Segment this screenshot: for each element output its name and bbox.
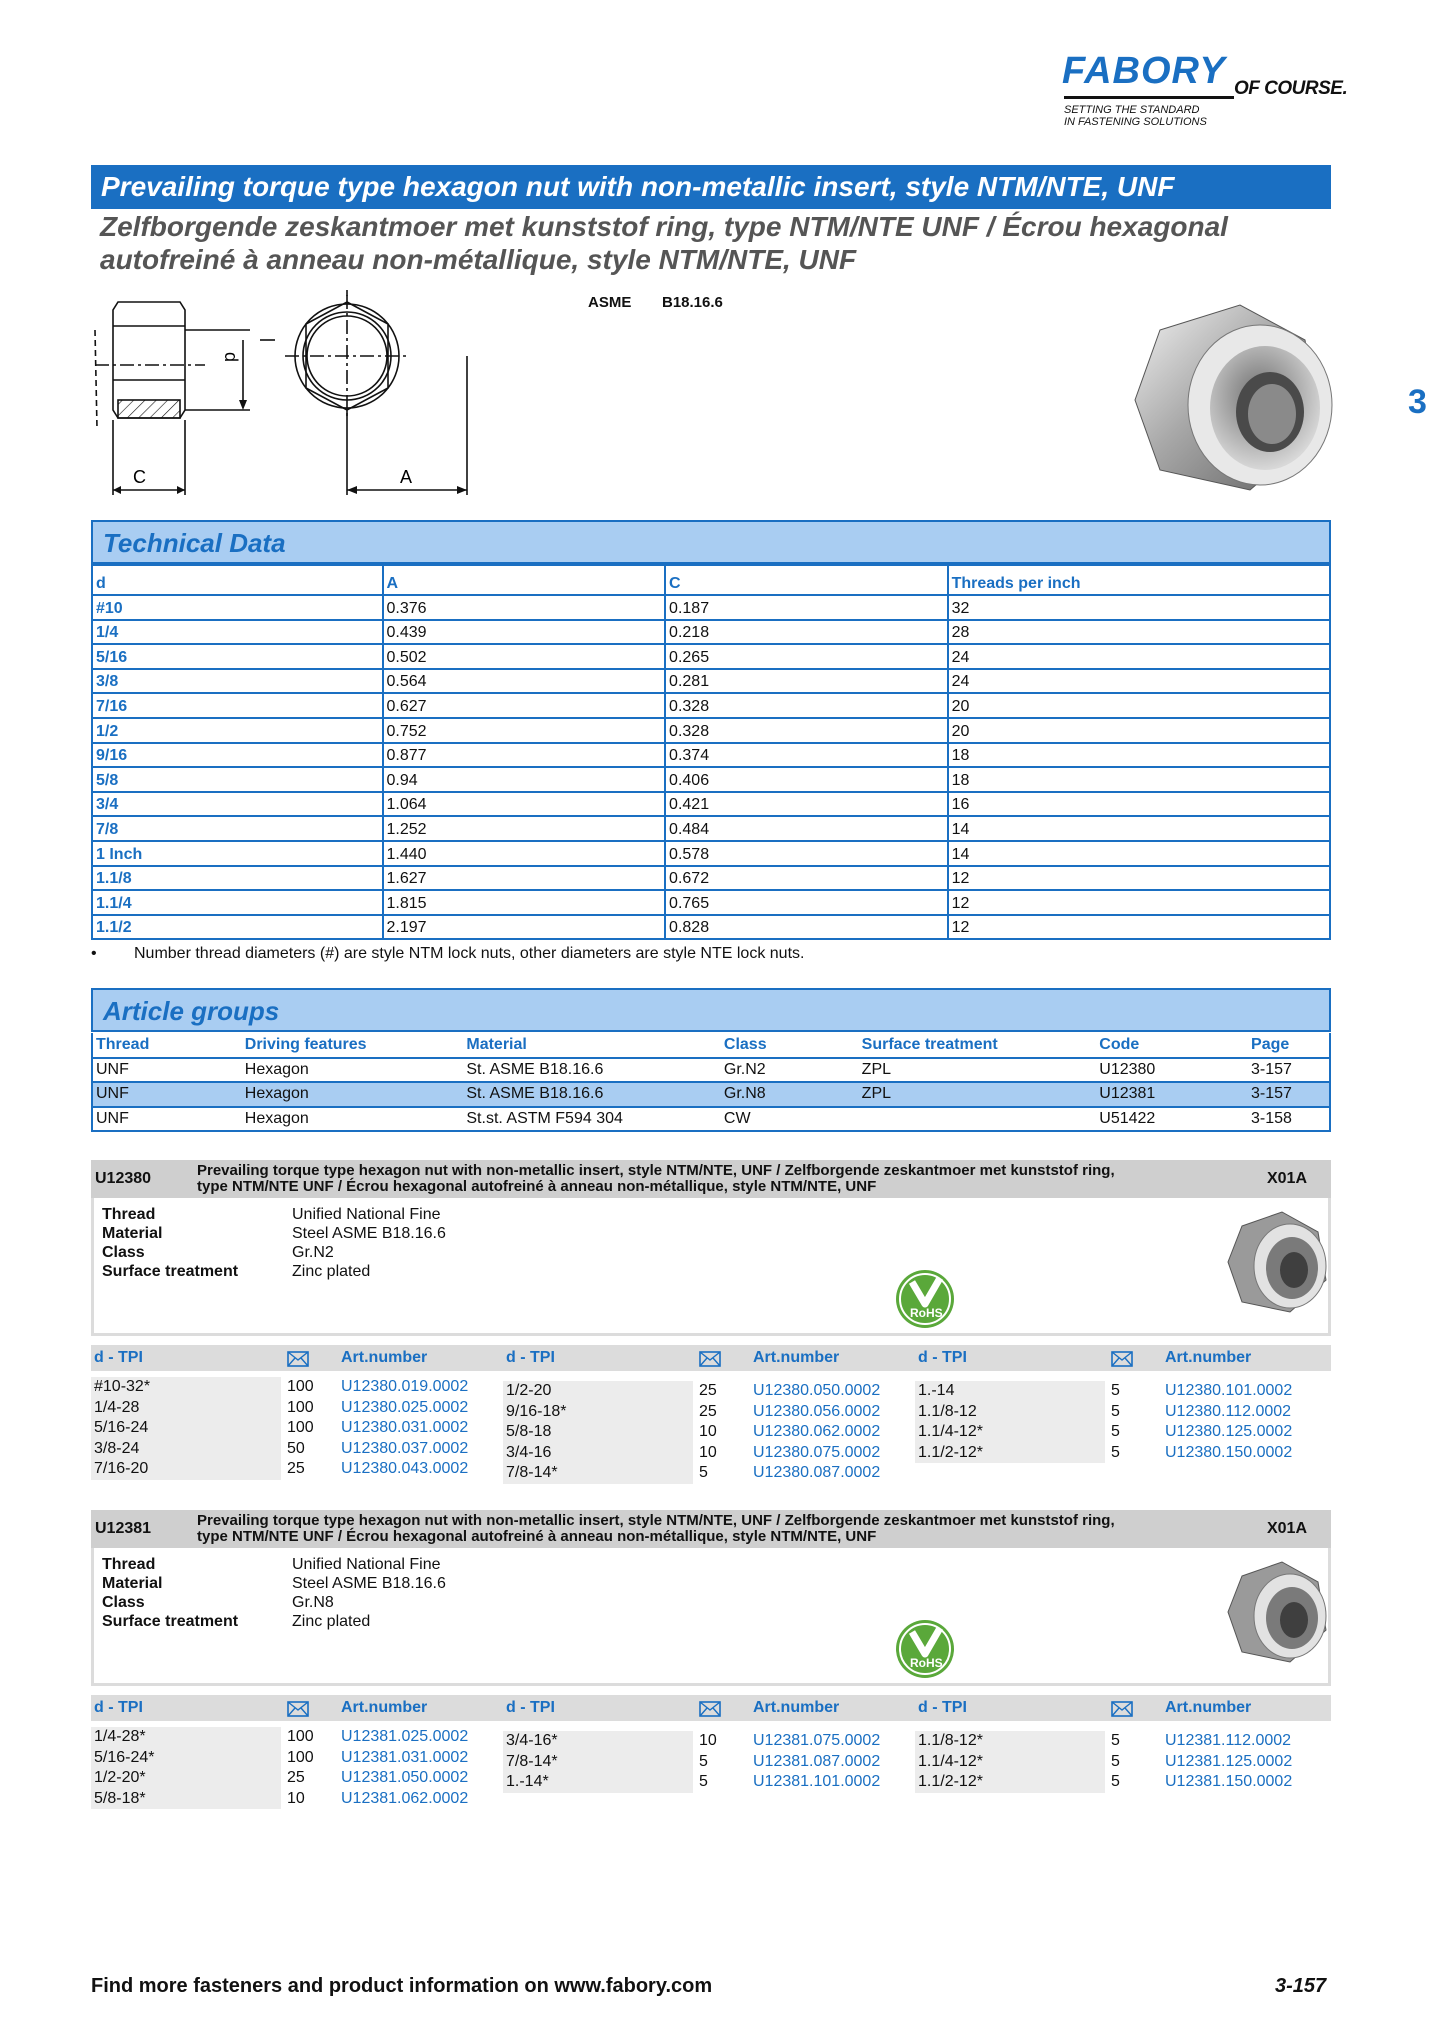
dtpi-cell: 3/8-24 [91, 1439, 281, 1460]
spec-value: Zinc plated [292, 1613, 371, 1630]
column-header: Material [463, 1033, 721, 1058]
table-cell: 0.752 [383, 718, 666, 743]
column-header: A [383, 565, 666, 595]
dtpi-header: d - TPI [506, 1349, 555, 1366]
dtpi-cell: 1.1/4-12* [915, 1752, 1105, 1773]
table-cell: 0.421 [665, 792, 948, 817]
brand-name: FABORY [1062, 50, 1226, 92]
product-header [91, 1160, 1331, 1198]
table-row [92, 866, 1330, 891]
product-spec-box [91, 1198, 1331, 1336]
table-cell: 18 [948, 743, 1330, 768]
dtpi-cell: 1/2-20* [91, 1768, 281, 1789]
table-row [92, 620, 1330, 645]
art-number-link[interactable]: U12381.087.0002 [753, 1752, 881, 1770]
product-description-line: Prevailing torque type hexagon nut with non-metallic insert, style NTM/NTE, UNF / Zelfborgende zeskantmoer met kunststof ring, [197, 1512, 1115, 1529]
table-cell: 0.502 [383, 644, 666, 669]
quantity-cell: 100 [287, 1378, 314, 1395]
table-cell: UNF [92, 1082, 242, 1107]
technical-note [91, 945, 804, 963]
article-header-bar [91, 1695, 1331, 1721]
technical-data-heading: Technical Data [91, 520, 1331, 564]
dtpi-cell: 1.1/8-12 [915, 1402, 1105, 1423]
table-cell: 0.439 [383, 620, 666, 645]
quantity-cell: 5 [1111, 1443, 1120, 1461]
table-row [92, 1058, 1330, 1083]
dtpi-cell: 3/4-16* [503, 1731, 693, 1752]
table-cell: 0.94 [383, 767, 666, 792]
rohs-icon [894, 1618, 956, 1685]
dtpi-cell: 5/16-24 [91, 1418, 281, 1439]
table-cell: 32 [948, 595, 1330, 620]
table-cell: 0.376 [383, 595, 666, 620]
spec-value: Steel ASME B18.16.6 [292, 1575, 446, 1592]
art-number-link[interactable]: U12380.025.0002 [341, 1398, 469, 1416]
table-cell: 0.328 [665, 718, 948, 743]
art-number-link[interactable]: U12380.150.0002 [1165, 1443, 1293, 1461]
dtpi-header: d - TPI [94, 1349, 143, 1366]
table-row [92, 816, 1330, 841]
table-cell: 3-157 [1248, 1058, 1330, 1083]
art-number-link[interactable]: U12380.062.0002 [753, 1423, 881, 1440]
packaging-quantity-icon [699, 1701, 721, 1722]
art-number-header: Art.number [753, 1349, 840, 1366]
packaging-quantity-icon [699, 1351, 721, 1372]
art-number-link[interactable]: U12381.050.0002 [341, 1769, 469, 1786]
quantity-cell: 100 [287, 1728, 314, 1745]
column-header: Driving features [242, 1033, 464, 1058]
art-number-link[interactable]: U12381.025.0002 [341, 1728, 469, 1745]
table-cell: 0.765 [665, 890, 948, 915]
quantity-cell: 50 [287, 1439, 305, 1457]
table-cell: St. ASME B18.16.6 [463, 1058, 721, 1083]
tagline [1064, 104, 1264, 128]
table-cell: Hexagon [242, 1058, 464, 1083]
spec-value: Zinc plated [292, 1263, 371, 1280]
dtpi-cell: 9/16-18* [503, 1402, 693, 1423]
table-cell: 0.578 [665, 841, 948, 866]
spec-value: Gr.N2 [292, 1244, 334, 1261]
table-row [92, 743, 1330, 768]
page-title: Prevailing torque type hexagon nut with non-metallic insert, style NTM/NTE, UNF [91, 165, 1331, 209]
art-number-header: Art.number [1165, 1699, 1252, 1716]
table-row [92, 693, 1330, 718]
table-row [92, 890, 1330, 915]
page-subtitle: Zelfborgende zeskantmoer met kunststof ring, type NTM/NTE UNF / Écrou hexagonal autofreiné à anneau non-métallique, style NTM/NTE, UNF [100, 211, 1228, 275]
dtpi-header: d - TPI [918, 1349, 967, 1366]
column-header: Code [1096, 1033, 1248, 1058]
spec-value: Unified National Fine [292, 1556, 441, 1573]
dim-label-c: C [133, 467, 146, 487]
table-row [92, 792, 1330, 817]
product-description-line: type NTM/NTE UNF / Écrou hexagonal autofreiné à anneau non-métallique, style NTM/NTE, UNF [197, 1178, 877, 1195]
table-cell: 24 [948, 669, 1330, 694]
table-cell: 1.1/8 [92, 866, 383, 891]
quantity-cell: 100 [287, 1398, 314, 1416]
dtpi-cell: 7/8-14* [503, 1752, 693, 1773]
dtpi-header: d - TPI [918, 1699, 967, 1716]
art-number-link[interactable]: U12381.101.0002 [753, 1773, 881, 1790]
product-description [197, 1163, 1197, 1195]
table-cell: 12 [948, 866, 1330, 891]
art-number-link[interactable]: U12380.101.0002 [1165, 1382, 1293, 1399]
table-row [92, 1107, 1330, 1132]
table-cell: 16 [948, 792, 1330, 817]
table-cell: 1.627 [383, 866, 666, 891]
dtpi-cell: #10-32* [91, 1377, 281, 1398]
column-header: Surface treatment [859, 1033, 1097, 1058]
art-number-link[interactable]: U12381.150.0002 [1165, 1773, 1293, 1790]
table-cell: 0.564 [383, 669, 666, 694]
table-cell: U12380 [1096, 1058, 1248, 1083]
table-row [92, 669, 1330, 694]
rohs-label: RoHS [910, 1656, 943, 1670]
dtpi-cell: 1/2-20 [503, 1381, 693, 1402]
table-row [92, 718, 1330, 743]
quantity-cell: 5 [1111, 1423, 1120, 1440]
spec-label: Material [102, 1225, 163, 1242]
table-cell: 0.218 [665, 620, 948, 645]
table-cell: 1.1/4 [92, 890, 383, 915]
table-cell: 1.064 [383, 792, 666, 817]
table-cell: 14 [948, 841, 1330, 866]
column-header: d [92, 565, 383, 595]
article-groups-table [91, 1033, 1331, 1132]
table-cell: 3/4 [92, 792, 383, 817]
table-cell: U51422 [1096, 1107, 1248, 1132]
dtpi-cell: 1/4-28* [91, 1727, 281, 1748]
quantity-cell: 5 [1111, 1752, 1120, 1770]
product-description-line: Prevailing torque type hexagon nut with non-metallic insert, style NTM/NTE, UNF / Zelfborgende zeskantmoer met kunststof ring, [197, 1162, 1115, 1179]
spec-value: Gr.N8 [292, 1594, 334, 1611]
standard-code: B18.16.6 [662, 294, 723, 311]
table-cell: 0.374 [665, 743, 948, 768]
table-row [92, 767, 1330, 792]
table-row [92, 841, 1330, 866]
spec-label: Class [102, 1594, 145, 1611]
dtpi-cell: 1.-14 [915, 1381, 1105, 1402]
dtpi-cell: 7/8-14* [503, 1463, 693, 1484]
fabory-logo [1062, 50, 1362, 128]
quantity-cell: 10 [699, 1443, 717, 1461]
art-number-header: Art.number [341, 1349, 428, 1366]
rohs-icon [894, 1268, 956, 1335]
spec-label: Material [102, 1575, 163, 1592]
art-number-link[interactable]: U12381.031.0002 [341, 1748, 469, 1766]
dtpi-cell: 3/4-16 [503, 1443, 693, 1464]
table-cell: St.st. ASTM F594 304 [463, 1107, 721, 1132]
packaging-quantity-icon [287, 1701, 309, 1722]
article-header-bar [91, 1345, 1331, 1371]
nut-dimension-drawing [85, 290, 485, 505]
table-cell [859, 1107, 1097, 1132]
table-cell: 3/8 [92, 669, 383, 694]
table-header-row [92, 1033, 1330, 1058]
dtpi-cell: 7/16-20 [91, 1459, 281, 1480]
dtpi-cell: 5/16-24* [91, 1748, 281, 1769]
table-cell: 1.440 [383, 841, 666, 866]
art-number-link[interactable]: U12380.031.0002 [341, 1419, 469, 1436]
art-number-header: Art.number [1165, 1349, 1252, 1366]
spec-value: Steel ASME B18.16.6 [292, 1225, 446, 1242]
dtpi-cell: 1/4-28 [91, 1398, 281, 1419]
art-number-link[interactable]: U12380.125.0002 [1165, 1423, 1293, 1440]
table-cell: Hexagon [242, 1082, 464, 1107]
logo-rule [1064, 96, 1234, 99]
table-cell: Hexagon [242, 1107, 464, 1132]
technical-data-table [91, 564, 1331, 940]
art-number-link[interactable]: U12380.019.0002 [341, 1378, 469, 1395]
quantity-cell: 25 [287, 1769, 305, 1786]
art-number-link[interactable]: U12381.112.0002 [1165, 1732, 1292, 1749]
art-number-link[interactable]: U12381.125.0002 [1165, 1752, 1293, 1770]
column-header: Page [1248, 1033, 1330, 1058]
standard-org: ASME [588, 294, 632, 311]
art-number-header: Art.number [753, 1699, 840, 1716]
product-thumbnail [1222, 1558, 1332, 1673]
table-cell: 0.672 [665, 866, 948, 891]
table-cell: 24 [948, 644, 1330, 669]
product-code: U12380 [95, 1170, 152, 1187]
table-row [92, 595, 1330, 620]
table-cell: 0.281 [665, 669, 948, 694]
art-number-header: Art.number [341, 1699, 428, 1716]
art-number-link[interactable]: U12380.075.0002 [753, 1443, 881, 1461]
quantity-cell: 5 [1111, 1402, 1120, 1420]
dim-label-d: d [221, 352, 241, 363]
table-cell: 28 [948, 620, 1330, 645]
table-cell: 1.1/2 [92, 915, 383, 940]
spec-label: Surface treatment [102, 1613, 239, 1630]
column-header: Thread [92, 1033, 242, 1058]
dtpi-header: d - TPI [506, 1699, 555, 1716]
quantity-cell: 100 [287, 1748, 314, 1766]
note-text: Number thread diameters (#) are style NTM lock nuts, other diameters are style NTE lock nuts. [134, 945, 805, 962]
quantity-cell: 25 [699, 1382, 717, 1399]
spec-label: Class [102, 1244, 145, 1261]
dtpi-cell: 1.1/8-12* [915, 1731, 1105, 1752]
article-groups-heading: Article groups [91, 988, 1331, 1032]
art-number-link[interactable]: U12381.075.0002 [753, 1732, 881, 1749]
table-cell: 1.252 [383, 816, 666, 841]
table-header-row [92, 565, 1330, 595]
table-cell: #10 [92, 595, 383, 620]
table-cell: 0.187 [665, 595, 948, 620]
table-cell: ZPL [859, 1082, 1097, 1107]
product-code: U12381 [95, 1520, 152, 1537]
spec-label: Thread [102, 1206, 156, 1223]
quantity-cell: 25 [699, 1402, 717, 1420]
quantity-cell: 5 [1111, 1382, 1120, 1399]
table-cell: 0.406 [665, 767, 948, 792]
spec-label: Thread [102, 1556, 156, 1573]
dtpi-cell: 1.-14* [503, 1772, 693, 1793]
dtpi-header: d - TPI [94, 1699, 143, 1716]
packaging-quantity-icon [287, 1351, 309, 1372]
table-cell: 20 [948, 693, 1330, 718]
quantity-cell: 25 [287, 1460, 305, 1477]
table-cell: 0.328 [665, 693, 948, 718]
dtpi-cell: 1.1/4-12* [915, 1422, 1105, 1443]
table-cell: Gr.N2 [721, 1058, 859, 1083]
art-number-link[interactable]: U12380.056.0002 [753, 1402, 881, 1420]
art-number-link[interactable]: U12380.043.0002 [341, 1460, 469, 1477]
note-bullet: • [91, 945, 97, 962]
quantity-cell: 5 [1111, 1732, 1120, 1749]
quantity-cell: 5 [699, 1464, 708, 1481]
table-row [92, 644, 1330, 669]
table-cell: St. ASME B18.16.6 [463, 1082, 721, 1107]
nut-product-image [1120, 300, 1350, 500]
column-header: C [665, 565, 948, 595]
table-cell: 7/16 [92, 693, 383, 718]
product-xcode: X01A [1266, 1170, 1307, 1187]
table-cell: 2.197 [383, 915, 666, 940]
table-cell: U12381 [1096, 1082, 1248, 1107]
table-cell: 1 Inch [92, 841, 383, 866]
table-cell: 5/16 [92, 644, 383, 669]
dtpi-cell: 5/8-18* [91, 1789, 281, 1810]
table-cell: 0.828 [665, 915, 948, 940]
quantity-cell: 100 [287, 1419, 314, 1436]
art-number-link[interactable]: U12381.062.0002 [341, 1789, 469, 1807]
tagline-line-2: IN FASTENING SOLUTIONS [1064, 116, 1207, 128]
packaging-quantity-icon [1111, 1351, 1133, 1372]
product-xcode: X01A [1266, 1520, 1307, 1537]
table-cell: ZPL [859, 1058, 1097, 1083]
art-number-link[interactable]: U12380.050.0002 [753, 1382, 881, 1399]
dtpi-cell: 5/8-18 [503, 1422, 693, 1443]
rohs-label: RoHS [910, 1306, 943, 1320]
footer-text: Find more fasteners and product information on www.fabory.com [91, 1975, 713, 1997]
column-header: Threads per inch [948, 565, 1330, 595]
spec-value: Unified National Fine [292, 1206, 441, 1223]
dtpi-cell: 1.1/2-12* [915, 1443, 1105, 1464]
quantity-cell: 10 [287, 1789, 305, 1807]
table-cell: 12 [948, 890, 1330, 915]
page-number: 3-157 [1275, 1975, 1327, 1997]
table-cell: UNF [92, 1107, 242, 1132]
table-cell: 3-158 [1248, 1107, 1330, 1132]
table-cell: 1/4 [92, 620, 383, 645]
table-cell: 0.877 [383, 743, 666, 768]
product-thumbnail [1222, 1208, 1332, 1323]
product-description [197, 1513, 1197, 1545]
column-header: Class [721, 1033, 859, 1058]
table-cell: 18 [948, 767, 1330, 792]
table-row [92, 915, 1330, 940]
art-number-link[interactable]: U12380.087.0002 [753, 1464, 881, 1481]
table-cell: 1.815 [383, 890, 666, 915]
table-cell: 9/16 [92, 743, 383, 768]
table-cell: 5/8 [92, 767, 383, 792]
table-cell: 0.627 [383, 693, 666, 718]
tagline-line-1: SETTING THE STANDARD [1064, 104, 1200, 116]
table-cell: Gr.N8 [721, 1082, 859, 1107]
dtpi-cell: 1.1/2-12* [915, 1772, 1105, 1793]
product-description-line: type NTM/NTE UNF / Écrou hexagonal autofreiné à anneau non-métallique, style NTM/NTE, UNF [197, 1528, 877, 1545]
table-cell: 14 [948, 816, 1330, 841]
table-cell: 3-157 [1248, 1082, 1330, 1107]
dim-label-a: A [400, 467, 413, 487]
product-spec-box [91, 1548, 1331, 1686]
brand-suffix: OF COURSE. [1234, 78, 1348, 99]
table-cell: CW [721, 1107, 859, 1132]
table-cell: 0.265 [665, 644, 948, 669]
table-cell: 7/8 [92, 816, 383, 841]
quantity-cell: 5 [699, 1752, 708, 1770]
quantity-cell: 10 [699, 1732, 717, 1749]
table-row [92, 1082, 1330, 1107]
quantity-cell: 5 [1111, 1773, 1120, 1790]
table-cell: 0.484 [665, 816, 948, 841]
product-header [91, 1510, 1331, 1548]
packaging-quantity-icon [1111, 1701, 1133, 1722]
quantity-cell: 10 [699, 1423, 717, 1440]
table-cell: 20 [948, 718, 1330, 743]
spec-label: Surface treatment [102, 1263, 239, 1280]
quantity-cell: 5 [699, 1773, 708, 1790]
table-cell: UNF [92, 1058, 242, 1083]
art-number-link[interactable]: U12380.037.0002 [341, 1439, 469, 1457]
chapter-tab: 3 [1408, 383, 1427, 421]
table-cell: 1/2 [92, 718, 383, 743]
table-cell: 12 [948, 915, 1330, 940]
art-number-link[interactable]: U12380.112.0002 [1165, 1402, 1292, 1420]
